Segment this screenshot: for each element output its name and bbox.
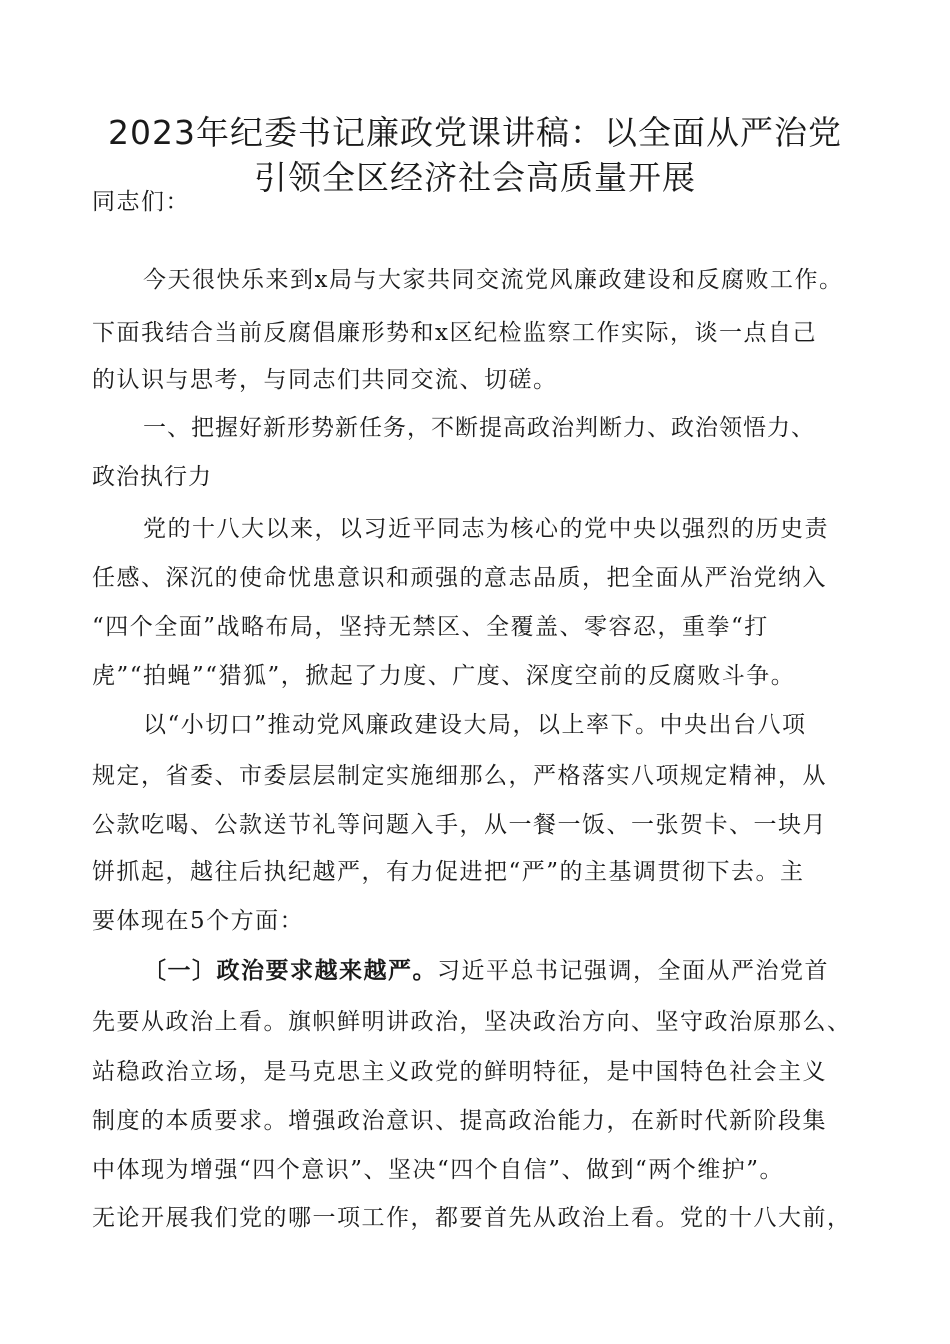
paragraph-1-line-2: 下面我结合当前反腐倡廉形势和x区纪检监察工作实际，谈一点自己 — [92, 320, 817, 346]
subsection-lead: 〔一〕政治要求越来越严。 — [143, 958, 437, 984]
paragraph-4-line-1 — [143, 955, 829, 987]
document-title-line-1: 2023年纪委书记廉政党课讲稿：以全面从严治党 — [108, 113, 842, 152]
paragraph-4-line-3: 站稳政治立场，是马克思主义政党的鲜明特征，是中国特色社会主义 — [92, 1059, 827, 1085]
paragraph-4-line-4: 制度的本质要求。增强政治意识、提高政治能力，在新时代新阶段集 — [92, 1108, 827, 1134]
paragraph-4-line-1-text: 习近平总书记强调，全面从严治党首 — [437, 958, 829, 984]
paragraph-2-line-3: “四个全面”战略布局，坚持无禁区、全覆盖、零容忍，重拳“打 — [92, 614, 769, 640]
section-heading-1-line-1: 一、把握好新形势新任务，不断提高政治判断力、政治领悟力、 — [143, 415, 815, 441]
paragraph-2-line-4: 虎”“拍蝇”“猎狐”，掀起了力度、广度、深度空前的反腐败斗争。 — [92, 663, 796, 689]
section-heading-1-line-2: 政治执行力 — [92, 464, 212, 490]
paragraph-3-line-2: 规定，省委、市委层层制定实施细那么，严格落实八项规定精神，从 — [92, 763, 827, 789]
paragraph-2-line-1: 党的十八大以来，以习近平同志为核心的党中央以强烈的历史责 — [143, 516, 829, 542]
paragraph-2-line-2: 任感、深沉的使命忧患意识和顽强的意志品质，把全面从严治党纳入 — [92, 565, 827, 591]
paragraph-4-line-6: 无论开展我们党的哪一项工作，都要首先从政治上看。党的十八大前， — [92, 1205, 852, 1231]
paragraph-4-line-2: 先要从政治上看。旗帜鲜明讲政治，坚决政治方向、坚守政治原那么、 — [92, 1009, 852, 1035]
paragraph-3-line-4: 饼抓起，越往后执纪越严，有力促进把“严”的主基调贯彻下去。主 — [92, 859, 805, 885]
document-title-line-2: 引领全区经济社会高质量开展 — [254, 158, 696, 197]
salutation: 同志们： — [92, 189, 190, 215]
paragraph-4-line-5: 中体现为增强“四个意识”、坚决“四个自信”、做到“两个维护”。 — [92, 1157, 785, 1183]
paragraph-3-line-5: 要体现在5个方面： — [92, 908, 305, 934]
paragraph-1-line-1: 今天很快乐来到x局与大家共同交流党风廉政建设和反腐败工作。 — [143, 267, 844, 293]
paragraph-3-line-3: 公款吃喝、公款送节礼等问题入手，从一餐一饭、一张贺卡、一块月 — [92, 812, 827, 838]
paragraph-1-line-3: 的认识与思考，与同志们共同交流、切磋。 — [92, 367, 558, 393]
paragraph-3-line-1: 以“小切口”推动党风廉政建设大局，以上率下。中央出台八项 — [143, 712, 807, 738]
